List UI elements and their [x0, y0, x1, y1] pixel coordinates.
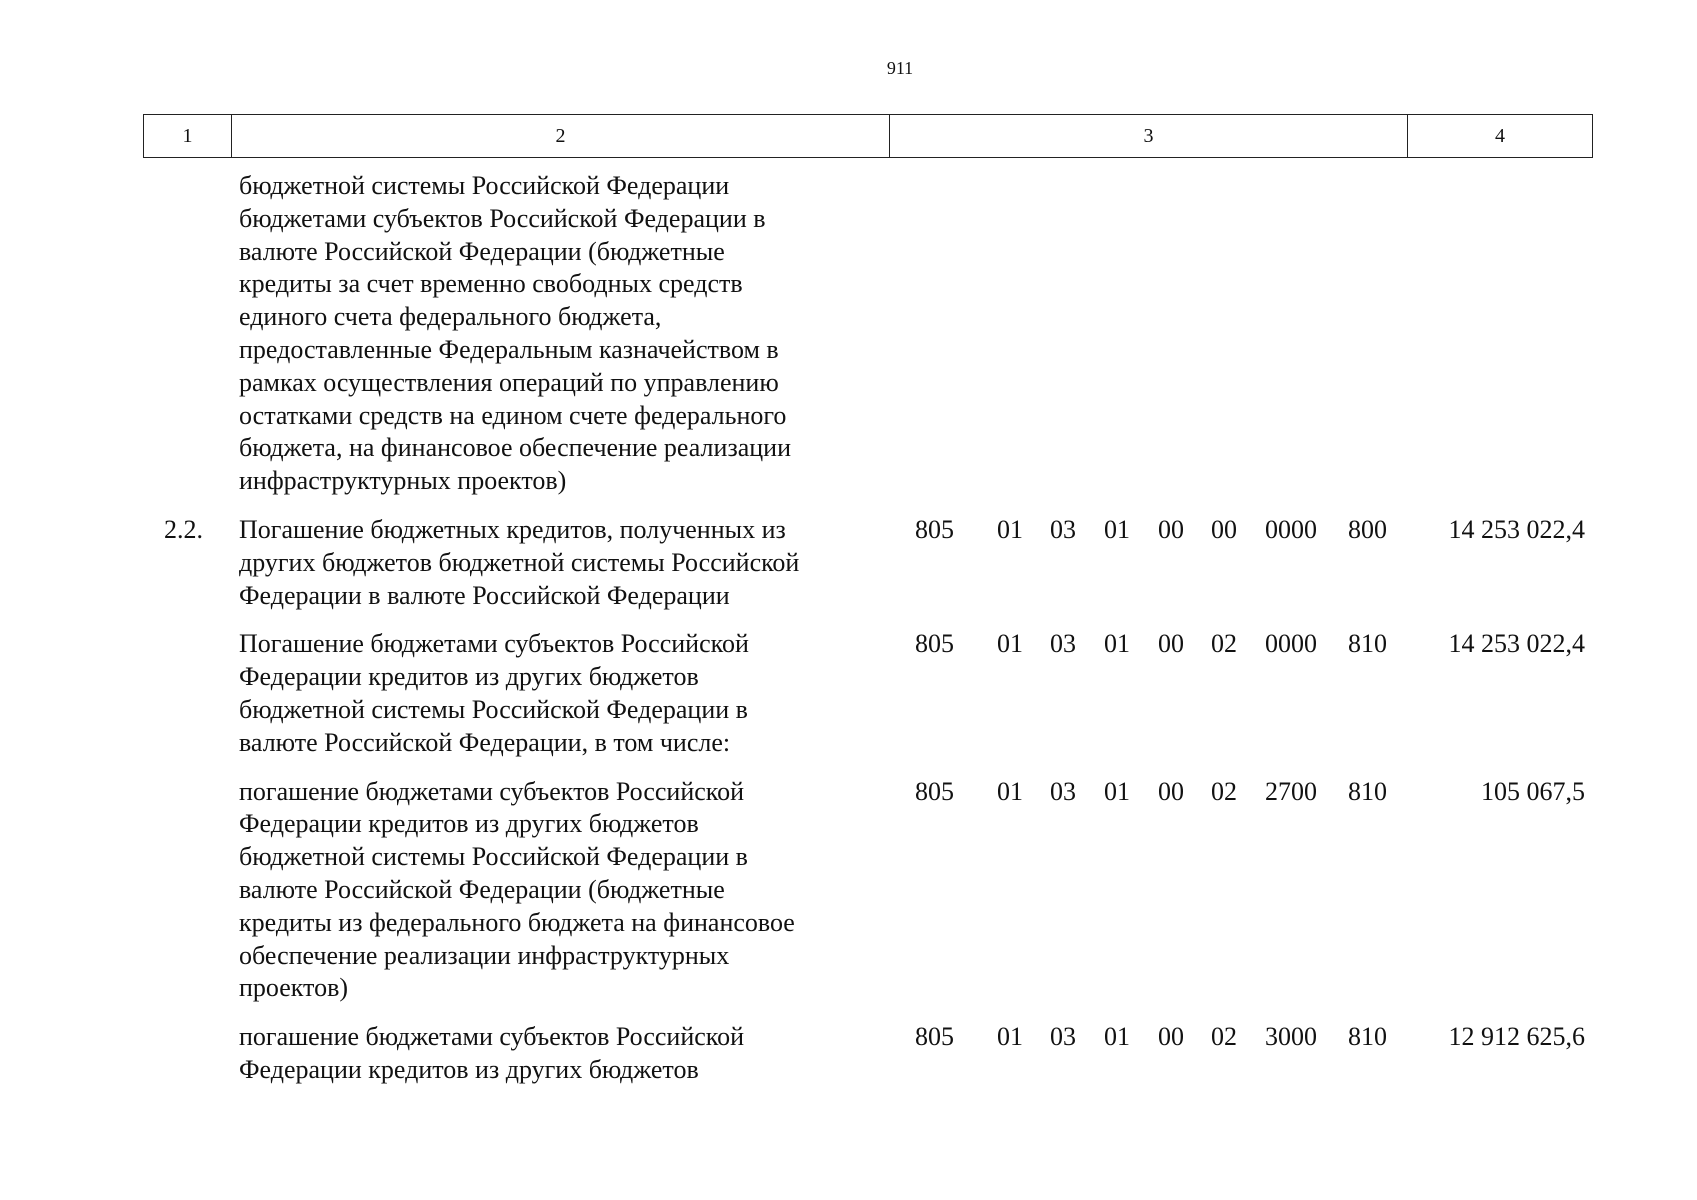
budget-code — [143, 776, 1593, 809]
amount: 105 067,5 — [1481, 776, 1585, 806]
amount: 14 253 022,4 — [1448, 514, 1585, 544]
budget-code — [143, 1021, 1593, 1054]
code-part: 00 — [1158, 1022, 1184, 1052]
row-description — [239, 170, 879, 498]
description-line: проектов) — [239, 973, 349, 1003]
amount: 12 912 625,6 — [1448, 1022, 1585, 1052]
code-part: 00 — [1158, 629, 1184, 659]
description-line: валюте Российской Федерации, в том числе: — [239, 727, 731, 757]
description-line: валюте Российской Федерации (бюджетные — [239, 874, 725, 904]
code-part: 02 — [1211, 629, 1237, 659]
header-col-4: 4 — [1495, 124, 1505, 147]
description-line: погашение бюджетами субъектов Российской — [239, 1022, 744, 1052]
description-line: Погашение бюджетных кредитов, полученных из — [239, 514, 786, 544]
code-part: 810 — [1348, 629, 1387, 659]
description-line: бюджетной системы Российской Федерации в — [239, 842, 748, 872]
code-part: 01 — [1104, 514, 1130, 544]
code-admin: 805 — [915, 776, 954, 806]
page-number: 911 — [886, 58, 914, 78]
code-admin: 805 — [915, 1022, 954, 1052]
header-col-1: 1 — [144, 115, 232, 157]
description-line: Федерации кредитов из других бюджетов — [239, 662, 699, 692]
table-row-continuation — [143, 170, 1593, 498]
description-line: погашение бюджетами субъектов Российской — [239, 776, 744, 806]
amount: 14 253 022,4 — [1448, 629, 1585, 659]
code-part: 0000 — [1265, 514, 1317, 544]
code-part: 800 — [1348, 514, 1387, 544]
description-line: кредиты за счет временно свободных средств — [239, 269, 743, 299]
table-body — [143, 170, 1593, 1103]
code-part: 0000 — [1265, 629, 1317, 659]
code-part: 810 — [1348, 776, 1387, 806]
code-part: 02 — [1211, 776, 1237, 806]
code-admin: 805 — [915, 629, 954, 659]
table-row — [143, 776, 1593, 1006]
description-line: Федерации кредитов из других бюджетов — [239, 809, 699, 839]
description-line: бюджетной системы Российской Федерации — [239, 171, 730, 200]
header-col-3: 3 — [890, 115, 1408, 157]
description-line: единого счета федерального бюджета, — [239, 302, 662, 332]
code-part: 03 — [1050, 514, 1076, 544]
description-line: Федерации в валюте Российской Федерации — [239, 580, 730, 610]
description-line: других бюджетов бюджетной системы Российской — [239, 547, 800, 577]
code-part: 3000 — [1265, 1022, 1317, 1052]
code-part: 01 — [997, 776, 1023, 806]
description-line: бюджетами субъектов Российской Федерации в — [239, 203, 766, 233]
budget-code — [143, 628, 1593, 661]
row-description — [239, 776, 879, 1006]
description-line: обеспечение реализации инфраструктурных — [239, 940, 730, 970]
description-line: бюджетной системы Российской Федерации в — [239, 694, 748, 724]
code-part: 00 — [1158, 514, 1184, 544]
code-part: 810 — [1348, 1022, 1387, 1052]
table-header — [143, 114, 1593, 158]
code-part: 2700 — [1265, 776, 1317, 806]
description-line: бюджета, на финансовое обеспечение реализации — [239, 433, 791, 463]
description-line: Погашение бюджетами субъектов Российской — [239, 629, 749, 659]
code-part: 01 — [1104, 629, 1130, 659]
budget-code — [143, 514, 1593, 547]
description-line: рамках осуществления операций по управлению — [239, 367, 779, 397]
code-part: 01 — [997, 514, 1023, 544]
table-row — [143, 1021, 1593, 1087]
description-line: валюте Российской Федерации (бюджетные — [239, 236, 725, 266]
description-line: остатками средств на едином счете федерального — [239, 400, 787, 430]
table-row — [143, 628, 1593, 759]
description-line: предоставленные Федеральным казначейством в — [239, 334, 779, 364]
code-admin: 805 — [915, 514, 954, 544]
table-row — [143, 514, 1593, 612]
code-part: 02 — [1211, 1022, 1237, 1052]
code-part: 00 — [1211, 514, 1237, 544]
code-part: 01 — [997, 1022, 1023, 1052]
description-line: Федерации кредитов из других бюджетов — [239, 1054, 699, 1084]
description-line: кредиты из федерального бюджета на финансовое — [239, 907, 795, 937]
code-part: 01 — [997, 629, 1023, 659]
code-part: 00 — [1158, 776, 1184, 806]
description-line: инфраструктурных проектов) — [239, 466, 567, 496]
code-part: 01 — [1104, 776, 1130, 806]
header-col-2: 2 — [232, 115, 890, 157]
row-number: 2.2. — [164, 514, 203, 544]
code-part: 03 — [1050, 776, 1076, 806]
code-part: 01 — [1104, 1022, 1130, 1052]
code-part: 03 — [1050, 1022, 1076, 1052]
code-part: 03 — [1050, 629, 1076, 659]
